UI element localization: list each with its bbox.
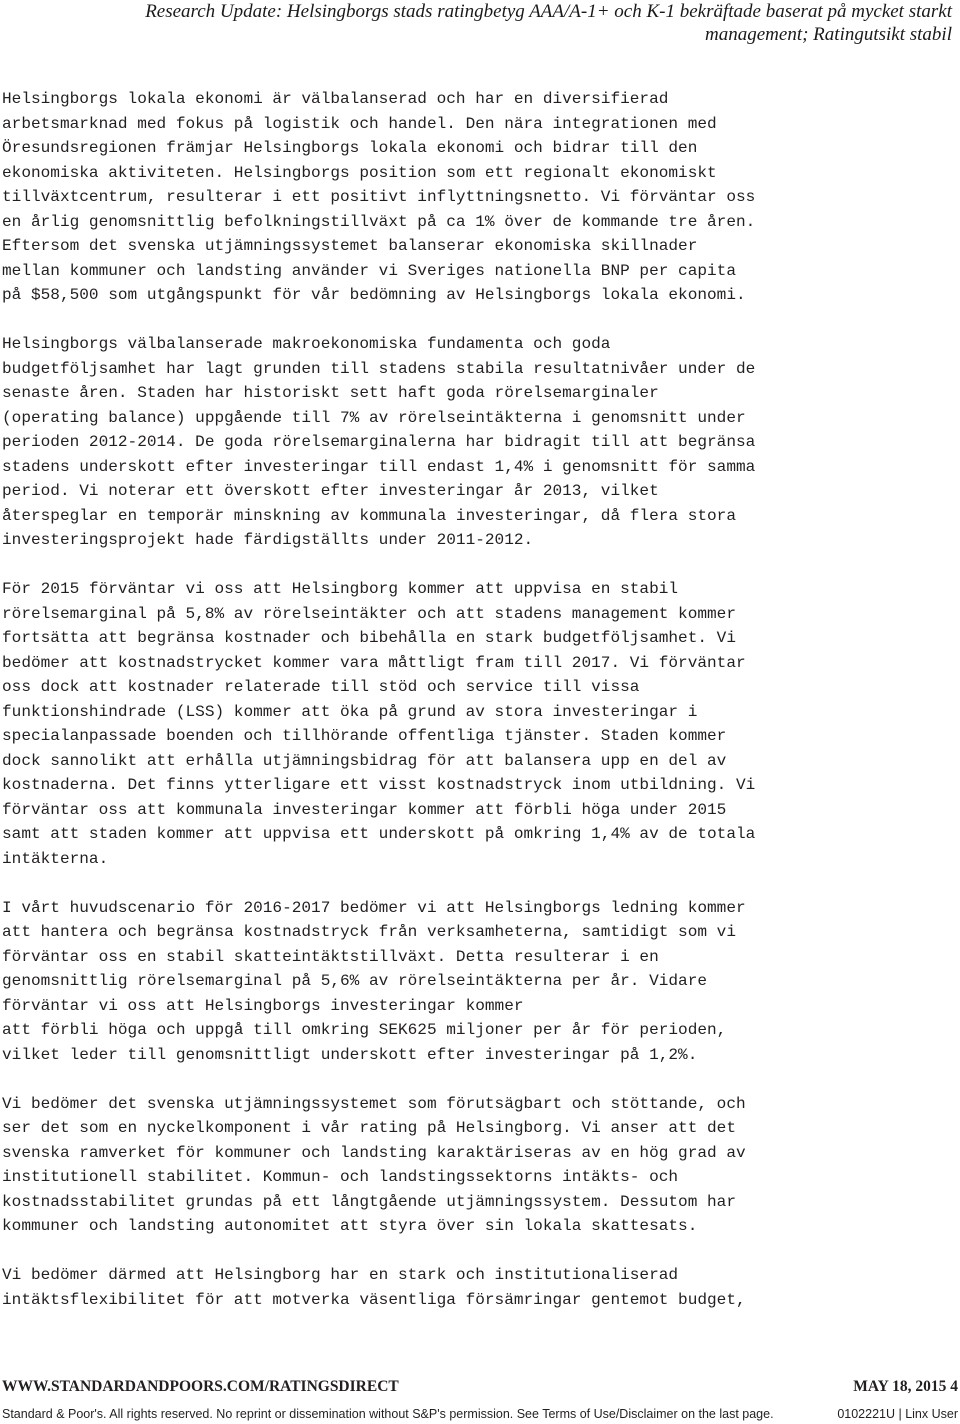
text-line: kostnaderna. Det finns ytterligare ett visst kostnadstryck inom utbildning. Vi [2, 776, 756, 794]
text-line: dock sannolikt att erhålla utjämningsbidrag för att balansera upp en del av [2, 751, 727, 770]
text-line: I vårt huvudscenario för 2016-2017 bedömer vi att Helsingborgs ledning kommer [2, 898, 746, 917]
text-line: kostnadsstabilitet grundas på ett långtgående utjämningssystem. Dessutom har [2, 1192, 736, 1211]
paragraph [2, 577, 958, 871]
text-line: Helsingborgs välbalanserade makroekonomiska fundamenta och goda [2, 335, 611, 353]
text-line: oss dock att kostnader relaterade till stöd och service till vissa [2, 678, 640, 696]
text-line: genomsnittlig rörelsemarginal på 5,6% av rörelseintäkterna per år. Vidare [2, 972, 708, 990]
text-line: en årlig genomsnittlig befolkningstillväxt på ca 1% över de kommande tre åren. [2, 212, 756, 231]
text-line: kommuner och landsting autonomitet att styra över sin lokala skattesats. [2, 1217, 698, 1235]
header-title-line-2: management; Ratingutsikt stabil [705, 24, 952, 45]
text-line: att förbli höga och uppgå till omkring SEK625 miljoner per år för perioden, [2, 1021, 727, 1039]
text-line: förväntar oss att kommunala investeringar kommer att förbli höga under 2015 [2, 800, 727, 819]
paragraph [2, 1092, 958, 1239]
text-line: återspeglar en temporär minskning av kommunala investeringar, då flera stora [2, 506, 736, 525]
text-line: Vi bedömer det svenska utjämningssystemet som förutsägbart och stöttande, och [2, 1094, 746, 1113]
text-line: rörelsemarginal på 5,8% av rörelseintäkter och att stadens management kommer [2, 604, 736, 623]
text-line: på $58,500 som utgångspunkt för vår bedömning av Helsingborgs lokala ekonomi. [2, 286, 746, 304]
text-line: intäktsflexibilitet för att motverka väsentliga försämringar gentemot budget, [2, 1290, 746, 1309]
paragraph [2, 87, 958, 308]
footer-bottom [2, 1407, 958, 1424]
text-line: Eftersom det svenska utjämningssystemet balanserar ekonomiska skillnader [2, 237, 698, 255]
text-line: intäkterna. [2, 849, 109, 868]
text-line: För 2015 förväntar vi oss att Helsingborg kommer att uppvisa en stabil [2, 580, 679, 598]
text-line: budgetföljsamhet har lagt grunden till stadens stabila resultatnivåer under de [2, 359, 756, 378]
text-line: arbetsmarknad med fokus på logistik och handel. Den nära integrationen med [2, 114, 717, 133]
text-line: att hantera och begränsa kostnadstryck från verksamheterna, samtidigt som vi [2, 923, 736, 941]
text-line: samt att staden kommer att uppvisa ett underskott på omkring 1,4% av de totala [2, 825, 756, 843]
text-line: fortsätta att begränsa kostnader och bibehålla en stark budgetföljsamhet. Vi [2, 629, 736, 647]
text-line: investeringsprojekt hade färdigställts under 2011-2012. [2, 531, 534, 549]
text-line: vilket leder till genomsnittligt underskott efter investeringar på 1,2%. [2, 1045, 698, 1064]
text-line: institutionell stabilitet. Kommun- och landstingssektorns intäkts- och [2, 1168, 679, 1186]
text-line: funktionshindrade (LSS) kommer att öka på grund av stora investeringar i [2, 702, 698, 721]
text-line: förväntar vi oss att Helsingborgs investeringar kommer [2, 996, 524, 1015]
page-header [52, 0, 952, 46]
text-line: Vi bedömer därmed att Helsingborg har en stark och institutionaliserad [2, 1266, 679, 1284]
text-line: förväntar oss en stabil skatteintäktstillväxt. Detta resulterar i en [2, 947, 659, 966]
text-line: senaste åren. Staden har historiskt sett haft goda rörelsemarginaler [2, 384, 659, 402]
text-line: Öresundsregionen främjar Helsingborgs lokala ekonomi och bidrar till den [2, 139, 698, 157]
footer-top [2, 1378, 958, 1398]
text-line: ser det som en nyckelkomponent i vår rating på Helsingborg. Vi anser att det [2, 1119, 736, 1137]
text-line: svenska ramverket för kommuner och landsting karaktäriseras av en hög grad av [2, 1143, 746, 1162]
text-line: perioden 2012-2014. De goda rörelsemarginalerna har bidragit till att begränsa [2, 433, 756, 451]
text-line: specialanpassade boenden och tillhörande offentliga tjänster. Staden kommer [2, 727, 727, 745]
text-line: mellan kommuner och landsting använder vi Sveriges nationella BNP per capita [2, 261, 736, 280]
footer-document-meta: 0102221U | Linx User [837, 1407, 958, 1421]
footer-legal-notice: Standard & Poor's. All rights reserved. No reprint or dissemination without S&P's permission. See Terms of Use/Disclaimer on the last page. [2, 1407, 774, 1421]
text-line: ekonomiska aktiviteten. Helsingborgs position som ett regionalt ekonomiskt [2, 163, 717, 182]
header-title-line-1: Research Update: Helsingborgs stads ratingbetyg AAA/A-1+ och K-1 bekräftade baserat på mycket starkt [145, 1, 952, 22]
text-line: (operating balance) uppgående till 7% av rörelseintäkterna i genomsnitt under [2, 408, 746, 427]
footer-date-page: MAY 18, 2015 4 [853, 1378, 958, 1395]
text-line: Helsingborgs lokala ekonomi är välbalanserad och har en diversifierad [2, 90, 669, 108]
text-line: period. Vi noterar ett överskott efter investeringar år 2013, vilket [2, 482, 659, 500]
text-line: tillväxtcentrum, resulterar i ett positivt inflyttningsnetto. Vi förväntar oss [2, 188, 756, 206]
text-line: stadens underskott efter investeringar till endast 1,4% i genomsnitt för samma [2, 457, 756, 476]
article-body [2, 87, 958, 1337]
paragraph [2, 1263, 958, 1312]
paragraph [2, 332, 958, 553]
text-line: bedömer att kostnadstrycket kommer vara måttligt fram till 2017. Vi förväntar [2, 653, 746, 672]
footer-url-link[interactable]: WWW.STANDARDANDPOORS.COM/RATINGSDIRECT [2, 1378, 399, 1395]
paragraph [2, 896, 958, 1068]
